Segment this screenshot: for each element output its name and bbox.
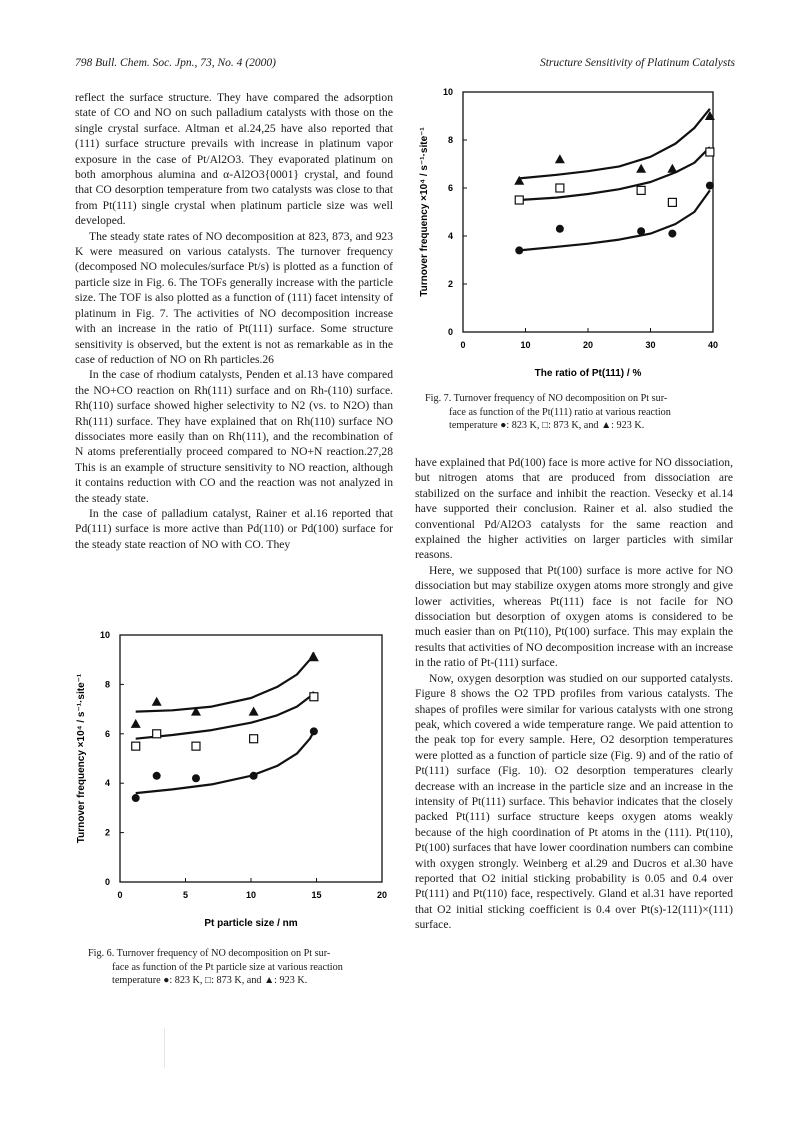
fit-curve-923-K	[136, 652, 314, 711]
data-point-triangle	[152, 697, 162, 706]
x-tick-label: 0	[117, 890, 123, 900]
data-point-square	[132, 742, 140, 750]
data-point-triangle	[249, 707, 259, 716]
y-axis-label: Turnover frequency ×10⁴ / s⁻¹·site⁻¹	[419, 127, 430, 297]
data-point-triangle	[131, 719, 141, 728]
x-tick-label: 30	[645, 340, 656, 350]
x-tick-label: 0	[460, 340, 466, 350]
data-point-circle	[637, 227, 645, 235]
y-tick-label: 4	[104, 778, 110, 789]
data-point-triangle	[555, 154, 565, 163]
paragraph: Here, we supposed that Pt(100) surface is more active for NO dissociation but may stabilize oxygen atoms more strongly and give lower activities, whereas Pt(111) face is not facile for NO dissociation but desorption of oxygen atoms is considered to be much easier than on Pt(110), Pt(100) surface. This may explain the results that activities of NO decomposition increase with an increase in the ratio of Pt-(111) surface.	[415, 563, 733, 670]
y-tick-label: 0	[104, 877, 110, 887]
data-point-square	[556, 184, 564, 192]
paragraph: reflect the surface structure. They have compared the adsorption state of CO and NO on such palladium catalysts with those on the single crystal surface. Altman et al.24,25 have also reported that (111) surface structure prevails with increase in platinum vapor exposure in the case of Pt/Al2O3. They evaporated platinum on both amorphous alumina and α-Al2O3{0001} crystal, and found that CO desorption temperature from two catalysts was close to that from Pt(111) single crystal when platinum particle size was well developed.	[75, 91, 393, 228]
y-tick-label: 10	[442, 87, 453, 97]
caption-line: face as function of the Pt(111) ratio at various reaction	[449, 406, 671, 418]
y-tick-label: 6	[104, 728, 110, 739]
caption-line: temperature ●: 823 K, □: 873 K, and ▲: 923 K.	[112, 975, 308, 987]
data-point-triangle	[667, 164, 677, 173]
figure-7-chart	[415, 78, 733, 438]
data-point-square	[153, 730, 161, 738]
y-tick-label: 10	[99, 630, 110, 640]
y-tick-label: 8	[447, 135, 453, 145]
x-tick-label: 10	[520, 340, 531, 350]
fit-curve-873-K	[136, 692, 314, 739]
data-point-square	[515, 196, 523, 204]
data-point-square	[250, 735, 258, 743]
x-axis-label: The ratio of Pt(111) / %	[534, 368, 642, 379]
data-point-circle	[556, 225, 564, 233]
x-tick-label: 40	[707, 340, 719, 350]
fit-curve-923-K	[519, 109, 710, 179]
data-point-square	[310, 693, 318, 701]
data-point-triangle	[636, 164, 646, 173]
caption-line: face as function of the Pt particle size at various reaction	[112, 961, 343, 973]
data-point-circle	[192, 774, 200, 782]
page-divider	[164, 1028, 165, 1068]
fit-curve-823-K	[136, 731, 314, 793]
data-point-circle	[310, 727, 318, 735]
y-tick-label: 2	[447, 279, 453, 289]
y-tick-label: 2	[104, 827, 110, 838]
plot-frame	[120, 635, 382, 882]
x-tick-label: 10	[245, 890, 257, 900]
caption-line: temperature ●: 823 K, □: 873 K, and ▲: 923 K.	[449, 420, 645, 432]
data-point-circle	[153, 772, 161, 780]
y-tick-label: 4	[447, 231, 453, 241]
data-point-square	[706, 148, 714, 156]
y-tick-label: 6	[447, 183, 453, 193]
data-point-square	[668, 198, 676, 206]
y-tick-label: 8	[104, 679, 110, 690]
paragraph: In the case of palladium catalyst, Rainer et al.16 reported that Pd(111) surface is more active than Pd(110) or Pd(100) surface for the steady state reaction of NO with CO. They	[75, 506, 393, 551]
x-tick-label: 5	[182, 890, 189, 900]
caption-line: Fig. 6. Turnover frequency of NO decomposition on Pt sur-	[88, 948, 331, 959]
figure-6-plot	[75, 622, 395, 942]
data-point-circle	[668, 230, 676, 238]
figure-7-caption	[425, 392, 730, 433]
data-point-circle	[706, 182, 714, 190]
running-header-right: Structure Sensitivity of Platinum Catalysts	[539, 57, 735, 69]
paragraph: The steady state rates of NO decomposition at 823, 873, and 923 K were measured on various catalysts. The turnover frequency (decomposed NO molecules/surface Pt/s) is plotted as a function of particle size in Fig. 6. The TOFs generally increase with the particle size. The TOF is also plotted as a function of (111) facet intensity of platinum in Fig. 7. The activities of NO decomposition increase with an increase in the ratio of Pt(111) surface. Some structure sensitivity is observed, but the extent is not as remarkable as in the case of reduction of NO on Rh particles.26	[75, 229, 393, 366]
x-axis-label: Pt particle size / nm	[204, 918, 298, 929]
fit-curve-823-K	[519, 190, 710, 250]
data-point-square	[192, 742, 200, 750]
left-text-column	[75, 90, 393, 552]
figure-6-caption	[88, 947, 388, 988]
y-axis-label: Turnover frequency ×10⁴ / s⁻¹·site⁻¹	[76, 673, 87, 844]
paragraph: Now, oxygen desorption was studied on our supported catalysts. Figure 8 shows the O2 TPD profiles from various catalysts. The shapes of profiles were similar for various catalysts with one strong peak, which covered a wide temperature range. We paid attention to the peak top for every sample. Here, O2 desorption temperatures were plotted as a function of particle size (Fig. 9) and of the ratio of Pt(111) surface (Fig. 10). O2 desorption temperatures clearly decrease with an increase in the particle size and an increase in the intensity of Pt(111) surface. This behavior indicates that the closely packed Pt(111) surface structure keeps oxygen atoms weakly because of the high coordination of Pt atoms in the (111). Pt(110), Pt(100) surfaces that have lower coordination numbers can combine with oxygen strongly. Weinberg et al.29 and Ducros et al.30 have reported that O2 initial sticking probability is 0.05 and 0.4 over Pt(111) and Pt(110) face, respectively. Gland et al.31 have reported that O2 initial sticking coefficient is 0.4 over Pt(s)-12(111)×(111) surface.	[415, 671, 733, 932]
y-tick-label: 0	[447, 327, 453, 337]
fit-curve-873-K	[519, 147, 710, 200]
paragraph: have explained that Pd(100) face is more active for NO dissociation, but nitrogen atoms that are produced from dissociation are stabilized on the surface and inhibit the reaction. Vesecky et al.14 have supported their conclusion. Rainer et al. also studied the conventional Pd/Al2O3 catalysts for the same reaction and explained the higher activities on larger particles with similar reasons.	[415, 456, 733, 562]
data-point-circle	[132, 794, 140, 802]
x-tick-label: 20	[582, 340, 594, 350]
figure-7-plot	[415, 78, 733, 388]
plot-frame	[463, 92, 713, 332]
x-tick-label: 15	[311, 890, 322, 900]
paragraph: In the case of rhodium catalysts, Penden et al.13 have compared the NO+CO reaction on Rh(111) surface and on Rh-(110) surface. Rh(110) surface showed higher selectivity to N2 (vs. to N2O) than Rh(111) surface. They have explained that on Rh(110) surface NO dissociates more easily than on Rh(111), and the recombination of N atoms preferentially proceed compared to NO+N reaction.27,28 This is an example of structure sensitivity to NO reaction, although it contains reduction with CO and the reaction was not analyzed in the steady state.	[75, 368, 393, 505]
data-point-circle	[250, 772, 258, 780]
data-point-square	[637, 186, 645, 194]
right-text-column	[415, 455, 733, 933]
data-point-circle	[515, 246, 523, 254]
x-tick-label: 20	[376, 890, 388, 900]
caption-line: Fig. 7. Turnover frequency of NO decomposition on Pt sur-	[425, 393, 668, 404]
running-header-left: 798 Bull. Chem. Soc. Jpn., 73, No. 4 (2000)	[75, 57, 276, 69]
